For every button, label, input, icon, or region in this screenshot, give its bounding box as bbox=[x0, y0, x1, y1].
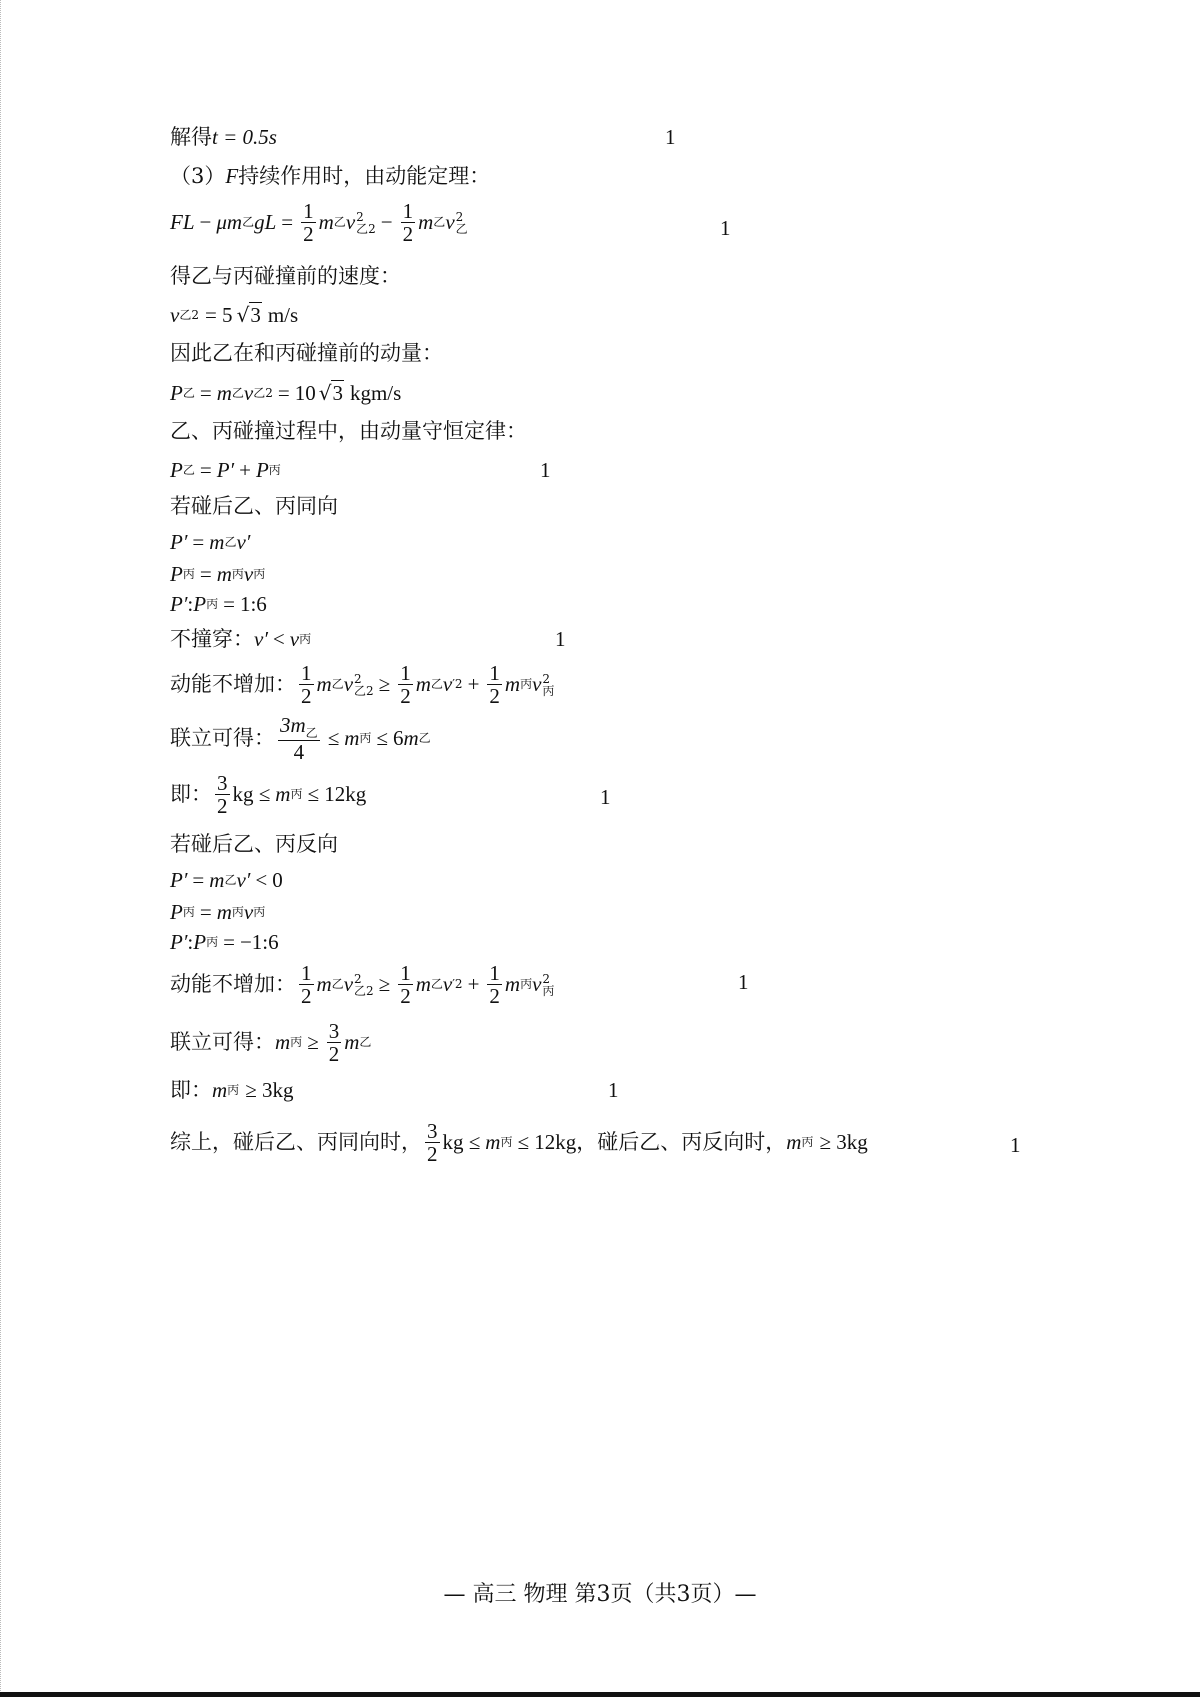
speed-equation: v 乙2 = 5 √ 3 m/s bbox=[170, 302, 299, 328]
momentum-equation: P 乙 = m 乙 v 乙2 = 10 √ 3 kgm/s bbox=[170, 380, 402, 406]
score-mark-3: 1 bbox=[540, 458, 551, 482]
no-pass-through-line: 不撞穿： v′ < v 丙 bbox=[170, 627, 312, 651]
conservation-equation: P 乙 = P′ + P 丙 bbox=[170, 458, 281, 482]
solve-t-label: 解得 bbox=[170, 125, 212, 149]
opposite-direction-heading: 若碰后乙、丙反向 bbox=[170, 832, 338, 856]
score-mark-7: 1 bbox=[608, 1078, 619, 1102]
same-p-bing-eq: P 丙 = m 丙 v 丙 bbox=[170, 562, 266, 586]
score-mark-4: 1 bbox=[555, 627, 566, 651]
same-ratio-eq: P′ : P 丙 = 1:6 bbox=[170, 592, 267, 616]
summary-line: 综上，碰后乙、丙同向时， $\frac{3}{2}$ kg ≤ m 丙 ≤ 12kg ，碰后乙、丙反向时， m 丙 ≥ 3kg bbox=[170, 1119, 868, 1167]
result-same: 即： $\frac{3}{2}$ kg ≤ m 丙 ≤ 12kg bbox=[170, 771, 367, 819]
score-mark-1: 1 bbox=[665, 125, 676, 149]
opp-p-bing-eq: P 丙 = m 丙 v 丙 bbox=[170, 900, 266, 924]
work-energy-equation: FL − μm 乙 gL = $\frac{1}{2}$ m 乙 v 2 乙2 − $\frac{1}{2}$ m 乙 v 2 乙 bbox=[170, 199, 468, 247]
part3-number: （3） bbox=[170, 164, 226, 188]
opp-ratio-eq: P′ : P 丙 = −1:6 bbox=[170, 930, 279, 954]
conservation-label: 乙、丙碰撞过程中，由动量守恒定律： bbox=[170, 419, 527, 443]
score-mark-8: 1 bbox=[1010, 1133, 1021, 1157]
momentum-before-label: 因此乙在和丙碰撞前的动量： bbox=[170, 341, 443, 365]
combined-same: 联立可得： $\frac{3m_乙}{4}$ ≤ m 丙 ≤ 6 m 乙 bbox=[170, 713, 431, 764]
part3-text: 持续作用时，由动能定理： bbox=[238, 164, 491, 188]
energy-inequality-same: 动能不增加： $\frac{1}{2}$ m 乙 v 2 乙2 ≥ $\frac{1}{2}$ m 乙 v ′2 + $\frac{1}{2}$ m 丙 v 2 丙 bbox=[170, 661, 555, 709]
opp-p-prime-eq: P′ = m 乙 v′ < 0 bbox=[170, 868, 283, 892]
score-mark-6: 1 bbox=[738, 970, 749, 994]
solve-t-line bbox=[170, 125, 277, 150]
speed-before-label: 得乙与丙碰撞前的速度： bbox=[170, 264, 401, 288]
same-p-prime-eq: P′ = m 乙 v′ bbox=[170, 530, 251, 554]
page-bottom-edge bbox=[0, 1692, 1200, 1697]
page-footer: — 高三 物理 第3页（共3页）— bbox=[443, 1582, 757, 1607]
force-symbol: F bbox=[225, 164, 239, 188]
score-mark-2: 1 bbox=[720, 216, 731, 240]
combined-opp: 联立可得： m 丙 ≥ $\frac{3}{2}$ m 乙 bbox=[170, 1019, 372, 1067]
page-left-edge bbox=[0, 0, 3, 1697]
t-result: t = 0.5s bbox=[212, 125, 277, 149]
score-mark-5: 1 bbox=[600, 785, 611, 809]
part3-heading bbox=[170, 164, 490, 189]
result-opp: 即： m 丙 ≥ 3kg bbox=[170, 1078, 294, 1102]
same-direction-heading: 若碰后乙、丙同向 bbox=[170, 494, 338, 518]
energy-inequality-opp: 动能不增加： $\frac{1}{2}$ m 乙 v 2 乙2 ≥ $\frac{1}{2}$ m 乙 v ′2 + $\frac{1}{2}$ m 丙 v 2 丙 bbox=[170, 961, 555, 1009]
